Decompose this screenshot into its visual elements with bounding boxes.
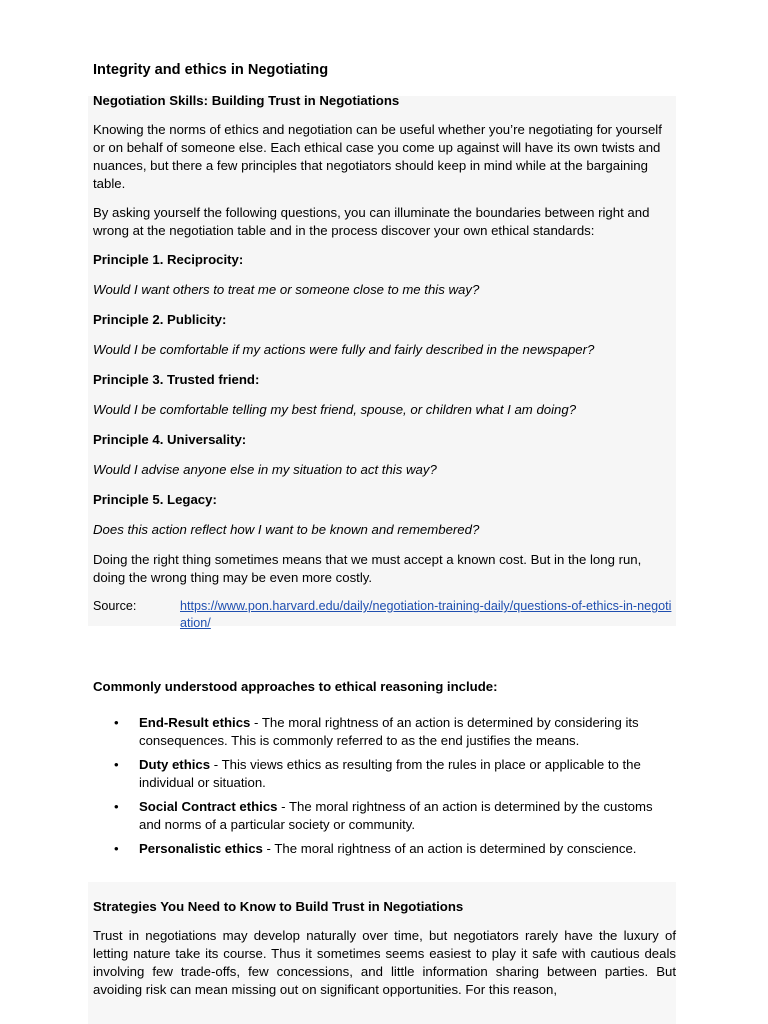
principle-heading: Principle 5. Legacy: (93, 492, 217, 507)
principle-heading: Principle 4. Universality: (93, 432, 247, 447)
document-content (93, 60, 676, 1010)
document-title: Integrity and ethics in Negotiating (93, 62, 329, 78)
source-label: Source: (93, 599, 137, 613)
principle-question: Would I advise anyone else in my situation to act this way? (93, 462, 437, 477)
bullet-icon: • (114, 715, 119, 730)
list-item (93, 798, 676, 834)
closing-paragraph: Doing the right thing sometimes means that we must accept a known cost. But in the long run, doing the wrong thing may be even more costly. (93, 552, 642, 585)
list-item (93, 840, 676, 858)
bullet-icon: • (114, 841, 119, 856)
principle-question: Would I want others to treat me or someone close to me this way? (93, 282, 480, 297)
bullet-icon: • (114, 757, 119, 772)
principle-heading: Principle 2. Publicity: (93, 312, 227, 327)
principle-question: Would I be comfortable telling my best friend, spouse, or children what I am doing? (93, 402, 577, 417)
section-subtitle: Negotiation Skills: Building Trust in Negotiations (93, 93, 400, 108)
source-row (93, 598, 676, 632)
approach-term: End-Result ethics (139, 715, 251, 730)
bullet-icon: • (114, 799, 119, 814)
approaches-heading: Commonly understood approaches to ethical reasoning include: (93, 679, 498, 694)
approach-term: Personalistic ethics (139, 841, 263, 856)
list-item (93, 714, 676, 750)
approach-desc: - The moral rightness of an action is determined by conscience. (262, 841, 637, 856)
intro-paragraph-1: Knowing the norms of ethics and negotiation can be useful whether you’re negotiating for yourself or on behalf of someone else. Each ethical case you come up against will have its own twists and nuances, but there a few principles that negotiators should keep in mind while at the bargaining table. (93, 122, 662, 191)
approach-desc: - The moral rightness of an action is determined by the customs and norms of a particular society or community. (139, 799, 653, 832)
approach-desc: - The moral rightness of an action is determined by considering its consequences. This is commonly referred to as the end justifies the means. (139, 715, 639, 748)
principle-question: Would I be comfortable if my actions were fully and fairly described in the newspaper? (93, 342, 595, 357)
source-link[interactable]: https://www.pon.harvard.edu/daily/negotiation-training-daily/questions-of-ethics-in-negotiation/ (180, 599, 672, 630)
list-item (93, 756, 676, 792)
principle-question: Does this action reflect how I want to be known and remembered? (93, 522, 480, 537)
strategies-heading: Strategies You Need to Know to Build Trust in Negotiations (93, 899, 464, 914)
principle-heading: Principle 3. Trusted friend: (93, 372, 260, 387)
strategies-paragraph: Trust in negotiations may develop naturally over time, but negotiators rarely have the luxury of letting nature take its course. Thus it sometimes seems easiest to play it safe with cautious deals involving few trade-offs, few concessions, and little information sharing between parties. But avoiding risk can mean missing out on significant opportunities. For this reason, (93, 928, 676, 997)
approach-term: Social Contract ethics (139, 799, 278, 814)
approaches-list (93, 714, 676, 858)
approach-desc: - This views ethics as resulting from the rules in place or applicable to the individual or situation. (139, 757, 641, 790)
approach-term: Duty ethics (139, 757, 211, 772)
intro-paragraph-2: By asking yourself the following questions, you can illuminate the boundaries between right and wrong at the negotiation table and in the process discover your own ethical standards: (93, 205, 650, 238)
principle-heading: Principle 1. Reciprocity: (93, 252, 244, 267)
